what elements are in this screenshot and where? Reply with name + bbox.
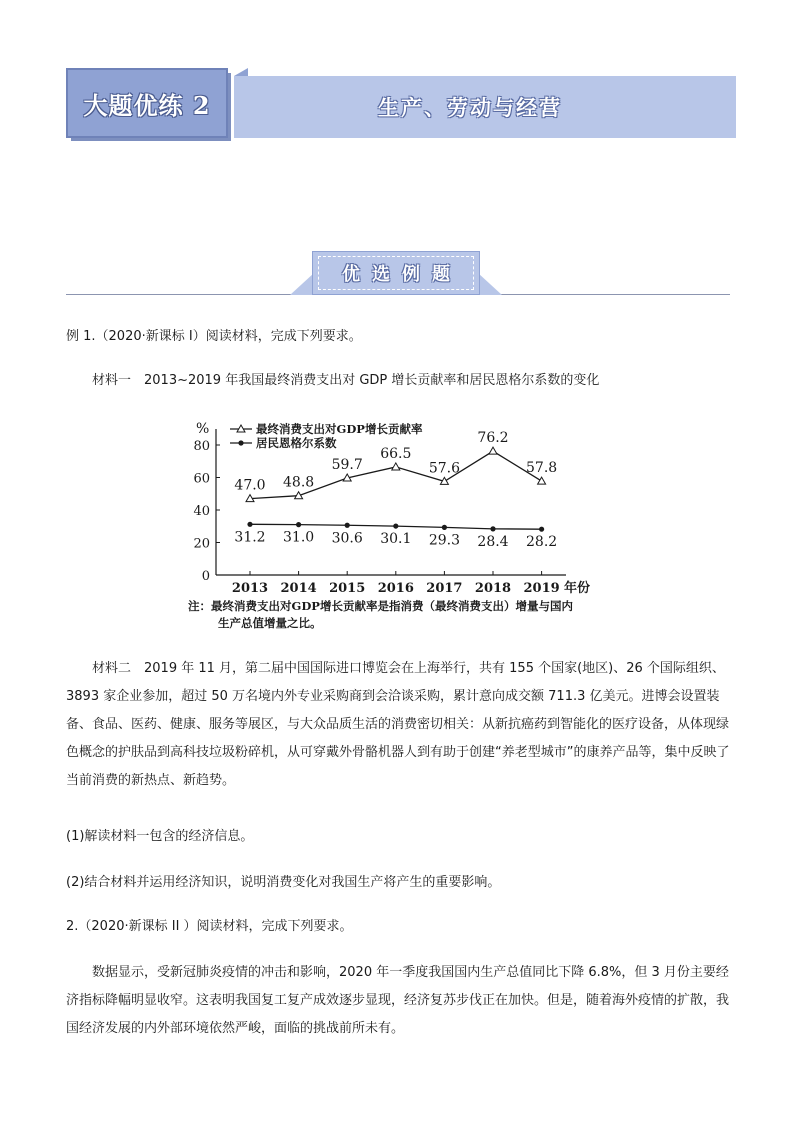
x-tick-label: 2019 — [523, 581, 560, 596]
y-unit-label: % — [196, 421, 210, 437]
data-point-triangle — [489, 447, 497, 454]
data-label: 29.3 — [428, 532, 460, 549]
question-2: (2)结合材料并运用经济知识，说明消费变化对我国生产将产生的重要影响。 — [66, 875, 501, 890]
data-label: 66.5 — [380, 445, 412, 462]
example1-intro: 例 1.（2020·新课标 I）阅读材料，完成下列要求。 — [66, 329, 362, 344]
data-point-dot — [442, 525, 447, 530]
data-label: 30.6 — [331, 530, 363, 547]
section-label: 优选例题 — [342, 264, 462, 285]
example2-intro: 2.（2020·新课标 II ）阅读材料，完成下列要求。 — [66, 919, 353, 934]
question-1: (1)解读材料一包含的经济信息。 — [66, 829, 254, 844]
exercise-tab-label: 大题优练 2 — [83, 90, 211, 120]
badge-inner — [318, 256, 474, 290]
data-point-dot — [296, 522, 301, 527]
data-point-dot — [345, 523, 350, 528]
x-tick-label: 2016 — [377, 581, 414, 596]
y-tick-label: 0 — [201, 569, 210, 584]
data-label: 59.7 — [331, 456, 363, 473]
y-tick-label: 40 — [193, 504, 210, 519]
title-bar — [234, 76, 736, 138]
data-point-triangle — [538, 477, 546, 484]
legend-label: 最终消费支出对GDP增长贡献率 — [256, 422, 423, 436]
banner-corner — [234, 68, 248, 76]
legend-marker-dot — [238, 440, 243, 445]
material2-paragraph: 材料二 2019 年 11 月，第二届中国国际进口博览会在上海举行，共有 155 个国家(地区)、26 个国际组织、3893 家企业参加，超过 50 万名境内外专业采购商到会洽谈采购，累计意向成交额 711.3 亿美元。进博会设置装备、食品、医药、健康、服务等展区，与大众品质生活的消费密切相关：从新抗癌药到智能化的医疗设备，从体现绿色概念的护肤品到高科技垃圾粉碎机，从可穿戴外骨骼机器人到有助于创建“养老型城市”的康养产品等，集中反映了当前消费的新热点、新趋势。 — [66, 661, 730, 788]
x-unit-label: 年份 — [564, 581, 591, 596]
data-label: 28.2 — [526, 534, 558, 551]
legend-label: 居民恩格尔系数 — [256, 436, 337, 450]
data-label: 31.2 — [234, 529, 266, 546]
data-label: 48.8 — [283, 474, 315, 491]
x-tick-label: 2018 — [474, 581, 512, 596]
data-label: 57.8 — [526, 460, 558, 477]
x-tick-label: 2017 — [426, 581, 463, 596]
data-point-dot — [490, 526, 495, 531]
data-label: 31.0 — [283, 529, 315, 546]
x-tick-label: 2014 — [280, 581, 317, 596]
example2-material: 数据显示，受新冠肺炎疫情的冲击和影响，2020 年一季度我国国内生产总值同比下降 6.8%，但 3 月份主要经济指标降幅明显收窄。这表明我国复工复产成效逐步显现，经济复苏步伐正在加快。但是，随着海外疫情的扩散，我国经济发展的内外部环境依然严峻，面临的挑战前所未有。 — [66, 965, 730, 1036]
data-point-dot — [247, 522, 252, 527]
data-label: 76.2 — [477, 430, 509, 447]
chart-svg — [186, 415, 626, 635]
x-tick-label: 2013 — [231, 581, 269, 596]
header-banner — [66, 68, 736, 142]
data-label: 30.1 — [380, 531, 412, 548]
data-point-dot — [393, 523, 398, 528]
y-tick-label: 20 — [193, 536, 210, 552]
data-point-triangle — [392, 463, 400, 470]
x-tick-label: 2015 — [329, 581, 366, 596]
y-tick-label: 80 — [193, 439, 210, 454]
exercise-tab — [66, 68, 228, 138]
data-label: 57.6 — [428, 460, 460, 477]
badge-box — [312, 251, 480, 295]
y-tick-label: 60 — [193, 471, 210, 487]
chart-note-line2: 生产总值增量之比。 — [218, 616, 322, 630]
data-label: 28.4 — [477, 533, 509, 550]
material1-title: 材料一 2013~2019 年我国最终消费支出对 GDP 增长贡献率和居民恩格尔系数的变化 — [92, 373, 600, 388]
badge-wing-right — [478, 273, 502, 295]
data-point-dot — [539, 527, 544, 532]
section-badge — [290, 251, 502, 295]
page-title: 生产、劳动与经营 — [378, 95, 562, 120]
badge-wing-left — [290, 273, 314, 295]
chart-note-line1: 注：最终消费支出对GDP增长贡献率是指消费（最终消费支出）增量与国内 — [188, 599, 573, 613]
line-chart — [186, 415, 626, 635]
data-label: 47.0 — [234, 477, 266, 494]
